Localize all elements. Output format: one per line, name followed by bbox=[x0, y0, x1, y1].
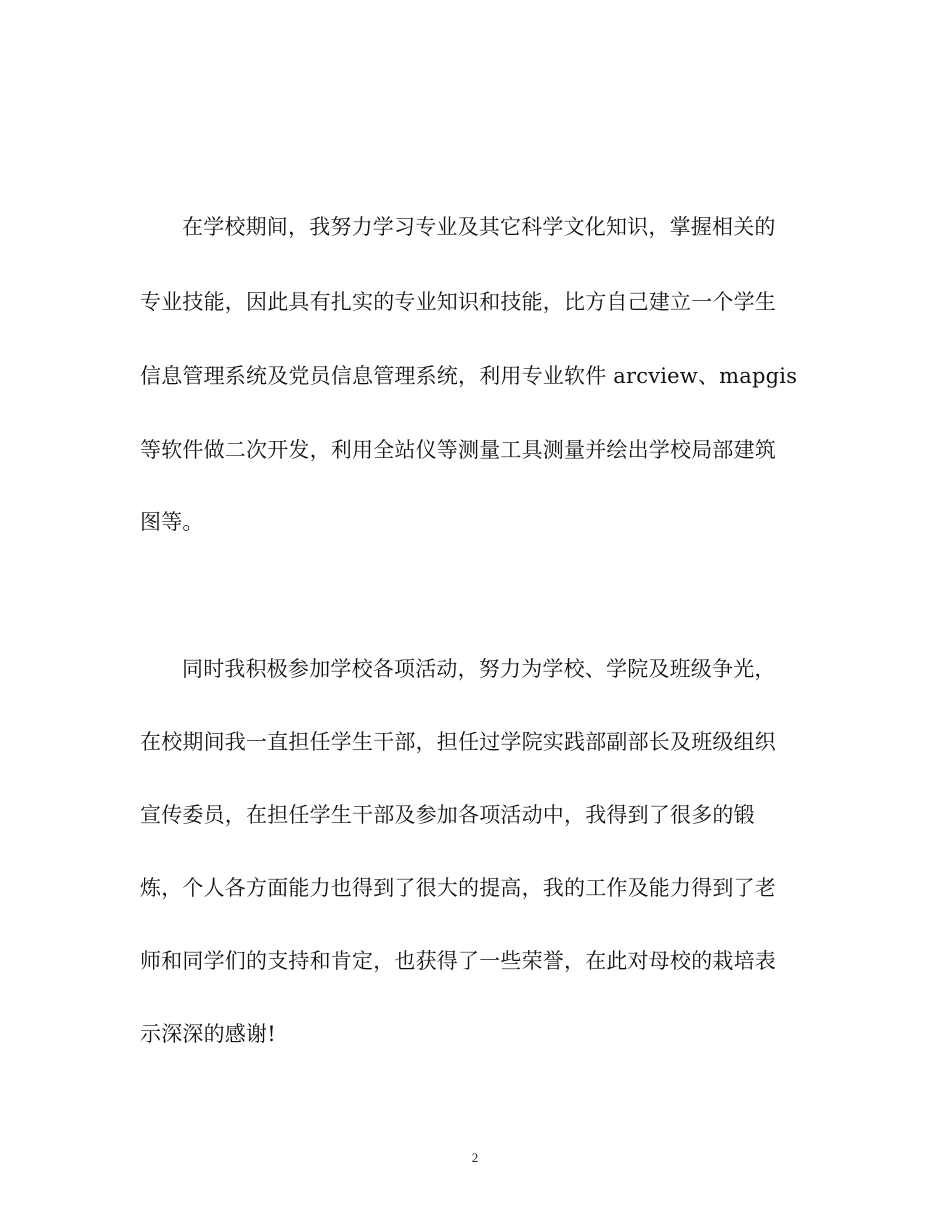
paragraph-1-line-5: 图等。 bbox=[140, 510, 204, 534]
paragraph-2-line-1: 同时我积极参加学校各项活动，努力为学校、学院及班级争光， bbox=[182, 657, 776, 681]
paragraph-2-line-2: 在校期间我一直担任学生干部，担任过学院实践部副部长及班级组织 bbox=[140, 730, 776, 754]
paragraph-1-line-1: 在学校期间，我努力学习专业及其它科学文化知识，掌握相关的 bbox=[182, 215, 776, 239]
paragraph-2-line-6: 示深深的感谢! bbox=[140, 1022, 276, 1046]
paragraph-1-line-2: 专业技能，因此具有扎实的专业知识和技能，比方自己建立一个学生 bbox=[140, 290, 776, 314]
paragraph-1-line-4: 等软件做二次开发，利用全站仪等测量工具测量并绘出学校局部建筑 bbox=[140, 438, 776, 462]
paragraph-1-line-3: 信息管理系统及党员信息管理系统，利用专业软件 arcview、mapgis bbox=[140, 364, 798, 388]
paragraph-2-line-4: 炼，个人各方面能力也得到了很大的提高，我的工作及能力得到了老 bbox=[140, 876, 776, 900]
page-number: 2 bbox=[471, 1150, 479, 1165]
paragraph-2-line-5: 师和同学们的支持和肯定，也获得了一些荣誉，在此对母校的栽培表 bbox=[140, 949, 776, 973]
paragraph-2-line-3: 宣传委员，在担任学生干部及参加各项活动中，我得到了很多的锻 bbox=[140, 803, 755, 827]
